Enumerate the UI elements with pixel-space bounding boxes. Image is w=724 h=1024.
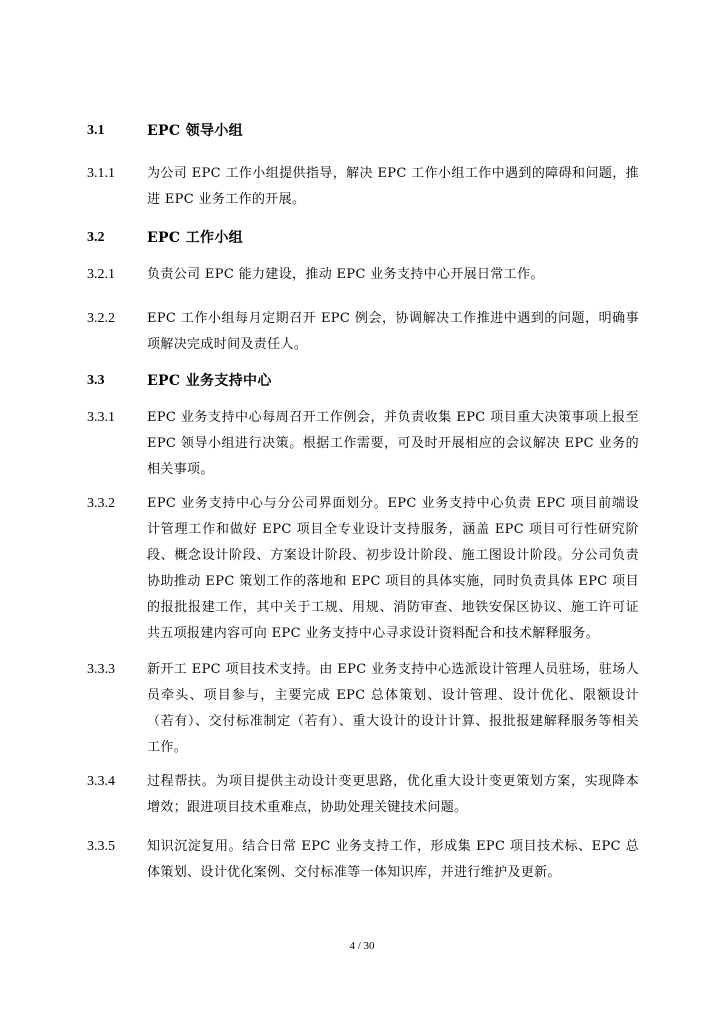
clause-number: 3.3.5 <box>87 839 115 854</box>
section-title: EPC 工作小组 <box>147 230 244 246</box>
section-title: EPC 业务支持中心 <box>147 373 272 389</box>
clause-number: 3.2.1 <box>87 267 115 282</box>
clause-text: 为公司 EPC 工作小组提供指导，解决 EPC 工作小组工作中遇到的障碍和问题，推进 EPC 业务工作的开展。 <box>147 166 639 207</box>
section-number: 3.1 <box>87 123 105 138</box>
clause-number: 3.3.3 <box>87 662 115 677</box>
clause-text: EPC 业务支持中心与分公司界面划分。EPC 业务支持中心负责 EPC 项目前端设计管理工作和做好 EPC 项目全专业设计支持服务，涵盖 EPC 项目可行性研究阶段、概念设计阶段、方案设计阶段、初步设计阶段、施工图设计阶段。分公司负责协助推动 EPC 策划工作的落地和 EPC 项目的具体实施，同时负责具体 EPC 项目的报批报建工作，其中关于工规、用规、消防审查、地铁安保区协议、施工许可证共五项报建内容可向 EPC 业务支持中心寻求设计资料配合和技术解释服务。 <box>147 496 639 641</box>
page-number: 4 / 30 <box>349 940 375 952</box>
clause-number: 3.3.4 <box>87 774 115 789</box>
clause-text: 过程帮扶。为项目提供主动设计变更思路，优化重大设计变更策划方案，实现降本增效；跟进项目技术重难点，协助处理关键技术问题。 <box>147 774 639 815</box>
section-title: EPC 领导小组 <box>147 123 244 139</box>
clause-number: 3.1.1 <box>87 166 115 181</box>
section-number: 3.3 <box>87 373 105 388</box>
clause-number: 3.2.2 <box>87 311 115 326</box>
clause-number: 3.3.1 <box>87 410 115 425</box>
clause-text: 知识沉淀复用。结合日常 EPC 业务支持工作，形成集 EPC 项目技术标、EPC 总体策划、设计优化案例、交付标准等一体知识库，并进行维护及更新。 <box>147 839 639 880</box>
clause-number: 3.3.2 <box>87 496 115 511</box>
clause-text: EPC 工作小组每月定期召开 EPC 例会，协调解决工作推进中遇到的问题，明确事项解决完成时间及责任人。 <box>147 311 639 352</box>
clause-text: EPC 业务支持中心每周召开工作例会，并负责收集 EPC 项目重大决策事项上报至 EPC 领导小组进行决策。根据工作需要，可及时开展相应的会议解决 EPC 业务的相关事项。 <box>147 410 639 477</box>
section-number: 3.2 <box>87 230 105 245</box>
clause-text: 负责公司 EPC 能力建设，推动 EPC 业务支持中心开展日常工作。 <box>147 267 544 282</box>
clause-text: 新开工 EPC 项目技术支持。由 EPC 业务支持中心选派设计管理人员驻场，驻场人员牵头、项目参与，主要完成 EPC 总体策划、设计管理、设计优化、限额设计（若有）、交付标准制定（若有）、重大设计的设计计算、报批报建解释服务等相关工作。 <box>147 662 639 755</box>
